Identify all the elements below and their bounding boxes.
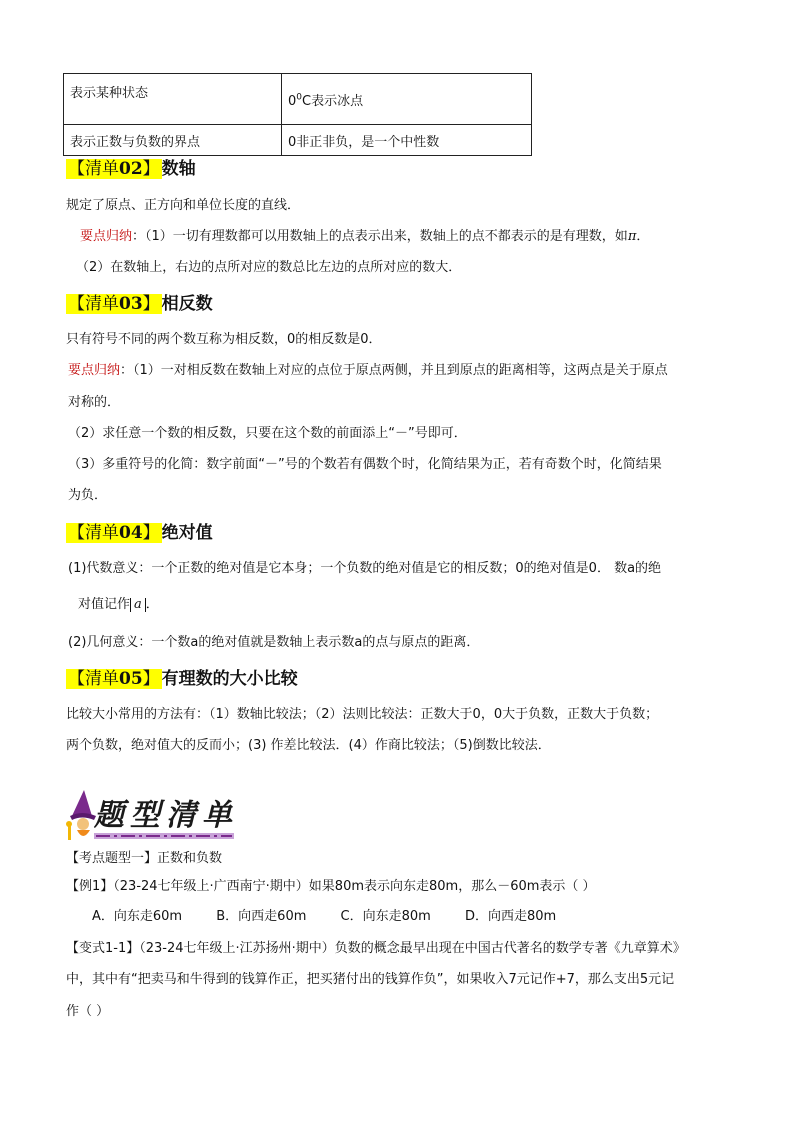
section-heading-02: 【清单02】 数轴 xyxy=(68,159,196,179)
key-point-label: 要点归纳 xyxy=(80,229,133,244)
key-point-3: （3）多重符号的化简：数字前面“－”号的个数若有偶数个时，化简结果为正，若有奇数个时，化简结果 xyxy=(68,457,662,472)
table-cell: $0^0C$表示冰点 xyxy=(282,74,532,125)
option-c[interactable]: C．向东走80m xyxy=(340,909,431,924)
key-point-2: （2）求任意一个数的相反数，只要在这个数的前面添上“－”号即可． xyxy=(68,426,467,441)
comparison-methods-cont: 两个负数，绝对值大的反而小；(3) 作差比较法．(4）作商比较法；（5)倒数比较法． xyxy=(66,738,551,753)
answer-options xyxy=(92,908,586,926)
question-types-logo xyxy=(66,786,238,842)
summary-table xyxy=(63,73,532,156)
key-point-label: 要点归纳 xyxy=(68,363,121,378)
table-cell: 表示正数与负数的界点 xyxy=(64,125,282,156)
variant-1-1-cont: 中，其中有“把卖马和牛得到的钱算作正，把买猪付出的钱算作负”，如果收入7元记作+7，那么支出5元记 xyxy=(66,972,675,987)
comparison-methods: 比较大小常用的方法有：（1）数轴比较法；（2）法则比较法：正数大于0，0大于负数，正数大于负数； xyxy=(66,707,659,722)
key-point-1-cont: 对称的． xyxy=(68,395,121,410)
option-a[interactable]: A．向东走60m xyxy=(92,909,183,924)
section-heading-04: 【清单04】 绝对值 xyxy=(68,523,213,543)
example-1: 【例1】（23-24七年级上·广西南宁·期中）如果80m表示向东走80m，那么－60m表示（ ） xyxy=(66,879,596,894)
key-point-1: 要点归纳：（1）一对相反数在数轴上对应的点位于原点两侧，并且到原点的距离相等，这两点是关于原点 xyxy=(68,363,668,378)
topic-heading: 【考点题型一】正数和负数 xyxy=(66,851,223,866)
table-row xyxy=(64,125,532,156)
section-heading-05: 【清单05】 有理数的大小比较 xyxy=(68,669,298,689)
table-cell: 0非正非负，是一个中性数 xyxy=(282,125,532,156)
logo-text: 题型清单 xyxy=(94,798,238,833)
variant-1-1: 【变式1-1】（23-24七年级上·江苏扬州·期中）负数的概念最早出现在中国古代著名的数学专著《九章算术》 xyxy=(66,941,686,956)
option-b[interactable]: B．向西走60m xyxy=(216,909,307,924)
table-row xyxy=(64,74,532,125)
option-d[interactable]: D．向西走80m xyxy=(464,909,557,924)
algebraic-meaning: (1)代数意义：一个正数的绝对值是它本身；一个负数的绝对值是它的相反数；0的绝对值是0． 数a的绝 xyxy=(68,561,662,576)
key-point-3-cont: 为负． xyxy=(68,488,108,503)
geometric-meaning: (2)几何意义：一个数a的绝对值就是数轴上表示数a的点与原点的距离． xyxy=(68,635,480,650)
key-point-2: （2）在数轴上，右边的点所对应的数总比左边的点所对应的数大． xyxy=(76,260,462,275)
definition-text: 只有符号不同的两个数互称为相反数，0的相反数是0． xyxy=(66,332,382,347)
algebraic-meaning-cont: 对值记作 a ． xyxy=(78,597,159,612)
table-cell: 表示某种状态 xyxy=(64,74,282,125)
key-point-1: 要点归纳：（1）一切有理数都可以用数轴上的点表示出来，数轴上的点不都表示的是有理数，如π． xyxy=(80,229,650,244)
variant-1-1-end: 作（ ） xyxy=(66,1004,110,1019)
absolute-value-notation: a xyxy=(130,598,146,612)
definition-text: 规定了原点、正方向和单位长度的直线． xyxy=(66,198,301,213)
section-heading-03: 【清单03】 相反数 xyxy=(68,294,213,314)
